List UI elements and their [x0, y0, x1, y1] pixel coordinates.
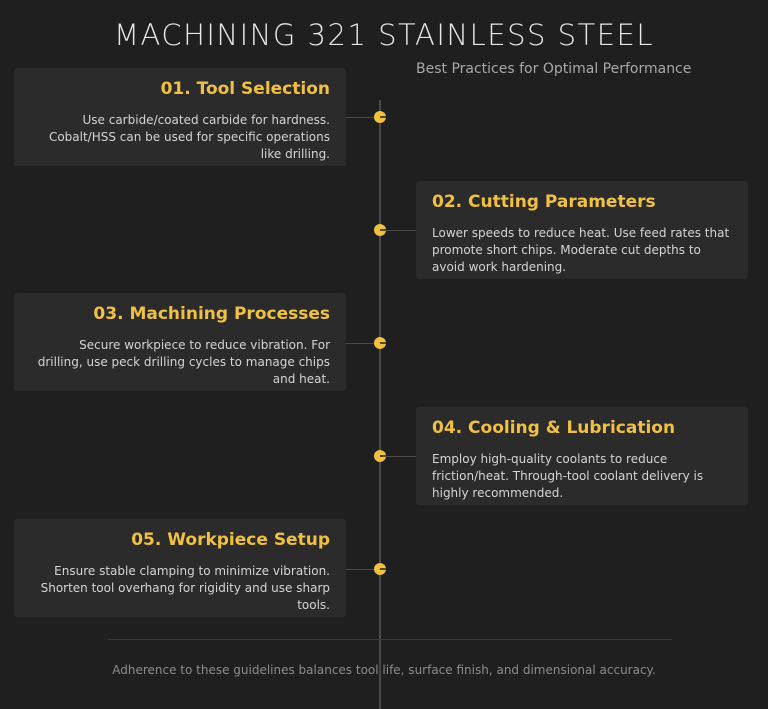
timeline-dot — [374, 450, 386, 462]
timeline-dot — [374, 224, 386, 236]
step-description: Secure workpiece to reduce vibration. For drilling, use peck drilling cycles to manage chips and heat. — [37, 338, 330, 386]
step-description: Employ high-quality coolants to reduce friction/heat. Through-tool coolant delivery is highly recommended. — [432, 452, 704, 500]
footer-note: Adherence to these guidelines balances tool life, surface finish, and dimensional accuracy. — [112, 663, 656, 677]
timeline-line — [379, 100, 381, 709]
step-title: 01. Tool Selection — [160, 79, 330, 99]
timeline-dot — [374, 337, 386, 349]
step-description: Ensure stable clamping to minimize vibration. Shorten tool overhang for rigidity and use sharp tools. — [40, 564, 330, 612]
step-card-workpiece-setup — [14, 519, 346, 617]
step-description: Lower speeds to reduce heat. Use feed rates that promote short chips. Moderate cut depths to avoid work hardening. — [432, 226, 730, 274]
step-title: 04. Cooling & Lubrication — [432, 418, 676, 438]
page-title: MACHINING 321 STAINLESS STEEL — [113, 18, 655, 52]
timeline-dot — [374, 563, 386, 575]
step-description: Use carbide/coated carbide for hardness. Cobalt/HSS can be used for specific operations like drilling. — [48, 113, 330, 161]
timeline-dot — [374, 111, 386, 123]
step-card-cutting-parameters — [416, 181, 748, 279]
step-card-cooling-lubrication — [416, 407, 748, 505]
step-card-tool-selection — [14, 68, 346, 166]
footer-divider — [108, 639, 672, 640]
step-title: 03. Machining Processes — [93, 304, 330, 324]
step-card-machining-processes — [14, 293, 346, 391]
step-title: 05. Workpiece Setup — [131, 530, 330, 550]
step-title: 02. Cutting Parameters — [432, 192, 656, 212]
page-subtitle: Best Practices for Optimal Performance — [416, 61, 692, 77]
